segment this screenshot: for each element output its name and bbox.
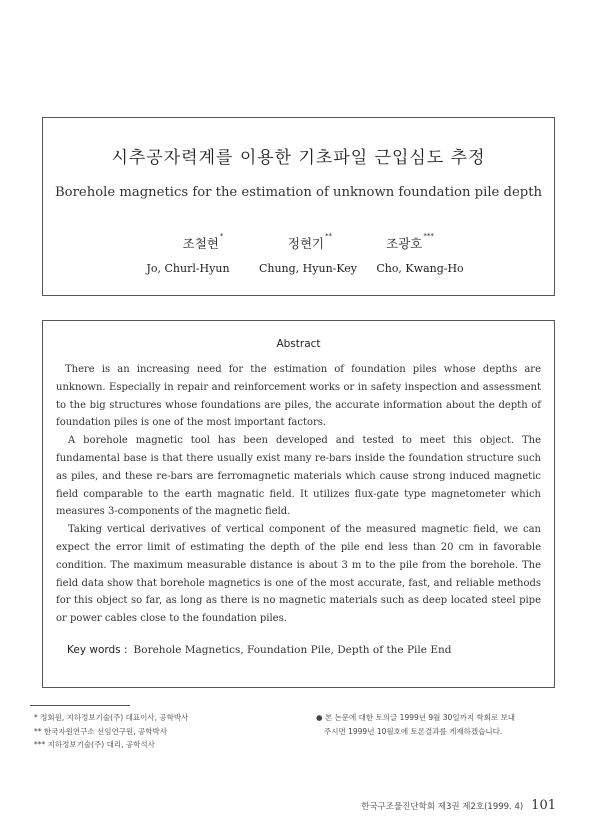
abstract-paragraph-1: There is an increasing need for the estimation of foundation piles whose depths are unknown. Especially in repair and reinforcement works or in safety inspection and assessment to the big structures whose foundations are piles, the accurate information about the depth of foundation piles is one of the most important factors.	[56, 364, 541, 429]
author-3-korean: 조광호***	[386, 232, 434, 251]
author-2-korean: 정현기**	[287, 232, 333, 251]
page-number: 101	[531, 798, 556, 813]
page-footer	[361, 798, 556, 813]
author-2-english: Chung, Hyun-Key	[258, 262, 358, 275]
discussion-notice-line-2: 주시면 1999년 10월호에 토론결과를 게재하겠습니다.	[324, 726, 503, 736]
author-3-english: Cho, Kwang-Ho	[376, 262, 464, 275]
keywords-text: Borehole Magnetics, Foundation Pile, Depth of the Pile End	[133, 644, 452, 656]
author-1-mark: *	[219, 232, 224, 240]
author-3-mark: ***	[423, 232, 434, 240]
footnote-author-1: * 정회원, 지하정보기술(주) 대표이사, 공학박사	[34, 713, 189, 722]
footnote-rule	[30, 705, 130, 706]
keywords-label: Key words :	[67, 644, 128, 656]
footnote-author-3: *** 지하정보기술(주) 대리, 공학석사	[34, 740, 155, 749]
footnote-author-2: ** 한국자원연구소 선임연구원, 공학박사	[34, 726, 167, 736]
keywords-line	[67, 644, 451, 656]
author-1-english: Jo, Churl-Hyun	[146, 262, 230, 275]
journal-citation: 한국구조물진단학회 제3권 제2호(1999. 4)	[361, 802, 524, 812]
author-2-mark: **	[325, 232, 333, 240]
author-affiliation-footnotes	[34, 711, 284, 752]
author-1-korean: 조철현*	[182, 232, 224, 251]
discussion-notice-line-1: ● 본 논문에 대한 토의글 1999년 9월 30일까지 학회로 보내	[316, 713, 516, 722]
abstract-body	[56, 361, 541, 628]
paper-title-english: Borehole magnetics for the estimation of unknown foundation pile depth	[54, 185, 543, 200]
title-block	[42, 117, 555, 296]
discussion-notice	[316, 711, 561, 738]
abstract-paragraph-3: Taking vertical derivatives of vertical component of the measured magnetic field, we can expect the error limit of estimating the depth of the pile end less than 20 cm in favorable condition. The maximum measurable distance is about 3 m to the pile from the borehole. The field data show that borehole magnetics is one of the most accurate, fast, and reliable methods for this object so far, as long as there is no magnetic materials such as deep located steel pipe or power cables close to the foundation piles.	[56, 524, 541, 625]
paper-title-korean: 시추공자력계를 이용한 기초파일 근입심도 추정	[111, 148, 486, 168]
abstract-paragraph-2: A borehole magnetic tool has been developed and tested to meet this object. The fundamental base is that there usually exist many re-bars inside the foundation structure such as piles, and these re-bars are ferromagnetic materials which cause strong induced magnetic field comparable to the earth magnatic field. It utilizes flux-gate type magnetometer which measures 3-components of the magnetic field.	[56, 435, 541, 518]
abstract-heading: Abstract	[276, 338, 321, 350]
abstract-block	[42, 320, 555, 688]
